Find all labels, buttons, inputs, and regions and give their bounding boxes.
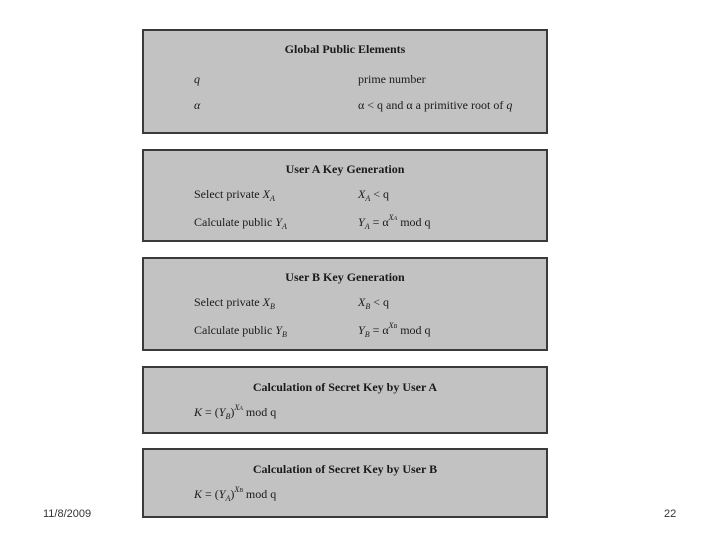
- secret-a-y: Y: [218, 405, 226, 419]
- secret-key-user-b-panel: [142, 448, 548, 518]
- secret-b-sup-var: X: [234, 485, 240, 494]
- user-a-row1-label-text: Select private: [194, 187, 263, 201]
- user-b-key-generation-panel: [142, 257, 548, 351]
- footer-date: 11/8/2009: [43, 508, 92, 520]
- user-b-row1-expr-sub: B: [365, 302, 371, 311]
- secret-b-y: Y: [218, 487, 226, 501]
- user-b-row1-label: [194, 295, 275, 310]
- user-b-key-generation-title: User B Key Generation: [285, 270, 405, 284]
- global-row2-desc-prefix: α < q and α a primitive root of: [358, 98, 507, 112]
- user-a-row2-expr: [358, 215, 431, 230]
- user-a-row2-expr-sup-sub: A: [393, 216, 398, 222]
- user-a-row2-expr-end: mod q: [397, 215, 431, 229]
- secret-b-ysub: A: [225, 494, 231, 503]
- secret-key-user-b-title: Calculation of Secret Key by User B: [252, 462, 438, 476]
- user-a-key-generation-title: User A Key Generation: [285, 162, 405, 176]
- user-a-row1-label: [194, 187, 275, 202]
- secret-a-end: mod q: [242, 405, 277, 419]
- user-a-row2-label-sub: A: [282, 222, 287, 231]
- secret-b-k: K: [194, 487, 203, 501]
- global-row2-desc-var: q: [506, 98, 513, 112]
- user-b-row1-label-text: Select private: [194, 295, 263, 309]
- secret-b-end: mod q: [242, 487, 277, 501]
- secret-a-close: ): [230, 405, 235, 419]
- secret-b-eq: = (: [202, 487, 219, 501]
- user-b-row2-label-sub: B: [282, 330, 287, 339]
- user-b-row1-label-var: X: [262, 295, 270, 309]
- user-a-row1-label-sub: A: [269, 194, 275, 203]
- secret-b-sup-sub: B: [239, 488, 243, 494]
- secret-a-eq: = (: [202, 405, 219, 419]
- user-a-row2-expr-mid: = α: [369, 215, 389, 229]
- global-row1-symbol: q: [194, 72, 200, 86]
- secret-key-user-b-formula: [194, 487, 276, 502]
- secret-b-sup: [234, 485, 243, 494]
- user-a-key-generation-panel: [142, 149, 548, 242]
- user-a-row2-label-var: Y: [275, 215, 282, 229]
- user-b-row2-expr: [358, 323, 431, 338]
- secret-key-user-a-title: Calculation of Secret Key by User A: [252, 380, 438, 394]
- user-a-row2-label-text: Calculate public: [194, 215, 276, 229]
- secret-a-ysub: B: [225, 412, 231, 421]
- secret-a-k: K: [194, 405, 203, 419]
- user-b-row2-label-var: Y: [275, 323, 282, 337]
- user-a-row2-expr-sub: A: [364, 222, 370, 231]
- user-b-row2-label-text: Calculate public: [194, 323, 276, 337]
- user-b-row2-expr-var: Y: [358, 323, 365, 337]
- user-b-row2-expr-sub: B: [364, 330, 370, 339]
- secret-a-sup: [234, 403, 243, 412]
- user-a-row2-expr-var: Y: [358, 215, 365, 229]
- user-b-row1-expr: [358, 295, 389, 310]
- user-a-row2-expr-sup: [389, 213, 398, 222]
- user-a-row2-expr-sup-var: X: [388, 213, 394, 222]
- user-b-row2-label: [194, 323, 287, 338]
- user-a-row2-label: [194, 215, 287, 230]
- user-a-row1-expr-rest: < q: [370, 187, 390, 201]
- user-b-row1-label-sub: B: [269, 302, 275, 311]
- secret-key-user-a-panel: [142, 366, 548, 434]
- user-b-row2-expr-end: mod q: [397, 323, 431, 337]
- global-public-elements-panel: [142, 29, 548, 134]
- user-b-row2-expr-sup-sub: B: [393, 324, 398, 330]
- secret-a-sup-var: X: [234, 403, 240, 412]
- user-b-row1-expr-rest: < q: [370, 295, 390, 309]
- global-row1-desc: prime number: [358, 72, 426, 86]
- user-b-row2-expr-sup: [389, 321, 398, 330]
- user-a-row1-expr-sub: A: [365, 194, 371, 203]
- user-b-row2-expr-sup-var: X: [388, 321, 394, 330]
- global-row2-symbol: α: [194, 98, 201, 112]
- footer-page-number: 22: [664, 508, 677, 520]
- secret-a-sup-sub: A: [239, 406, 243, 412]
- user-a-row1-expr-var: X: [358, 187, 366, 201]
- user-a-row1-label-var: X: [262, 187, 270, 201]
- user-a-row1-expr: [358, 187, 389, 202]
- global-row2-desc: [358, 98, 512, 113]
- global-public-elements-title: Global Public Elements: [284, 42, 406, 56]
- secret-b-close: ): [230, 487, 235, 501]
- user-b-row2-expr-mid: = α: [369, 323, 389, 337]
- user-b-row1-expr-var: X: [358, 295, 366, 309]
- secret-key-user-a-formula: [194, 405, 276, 420]
